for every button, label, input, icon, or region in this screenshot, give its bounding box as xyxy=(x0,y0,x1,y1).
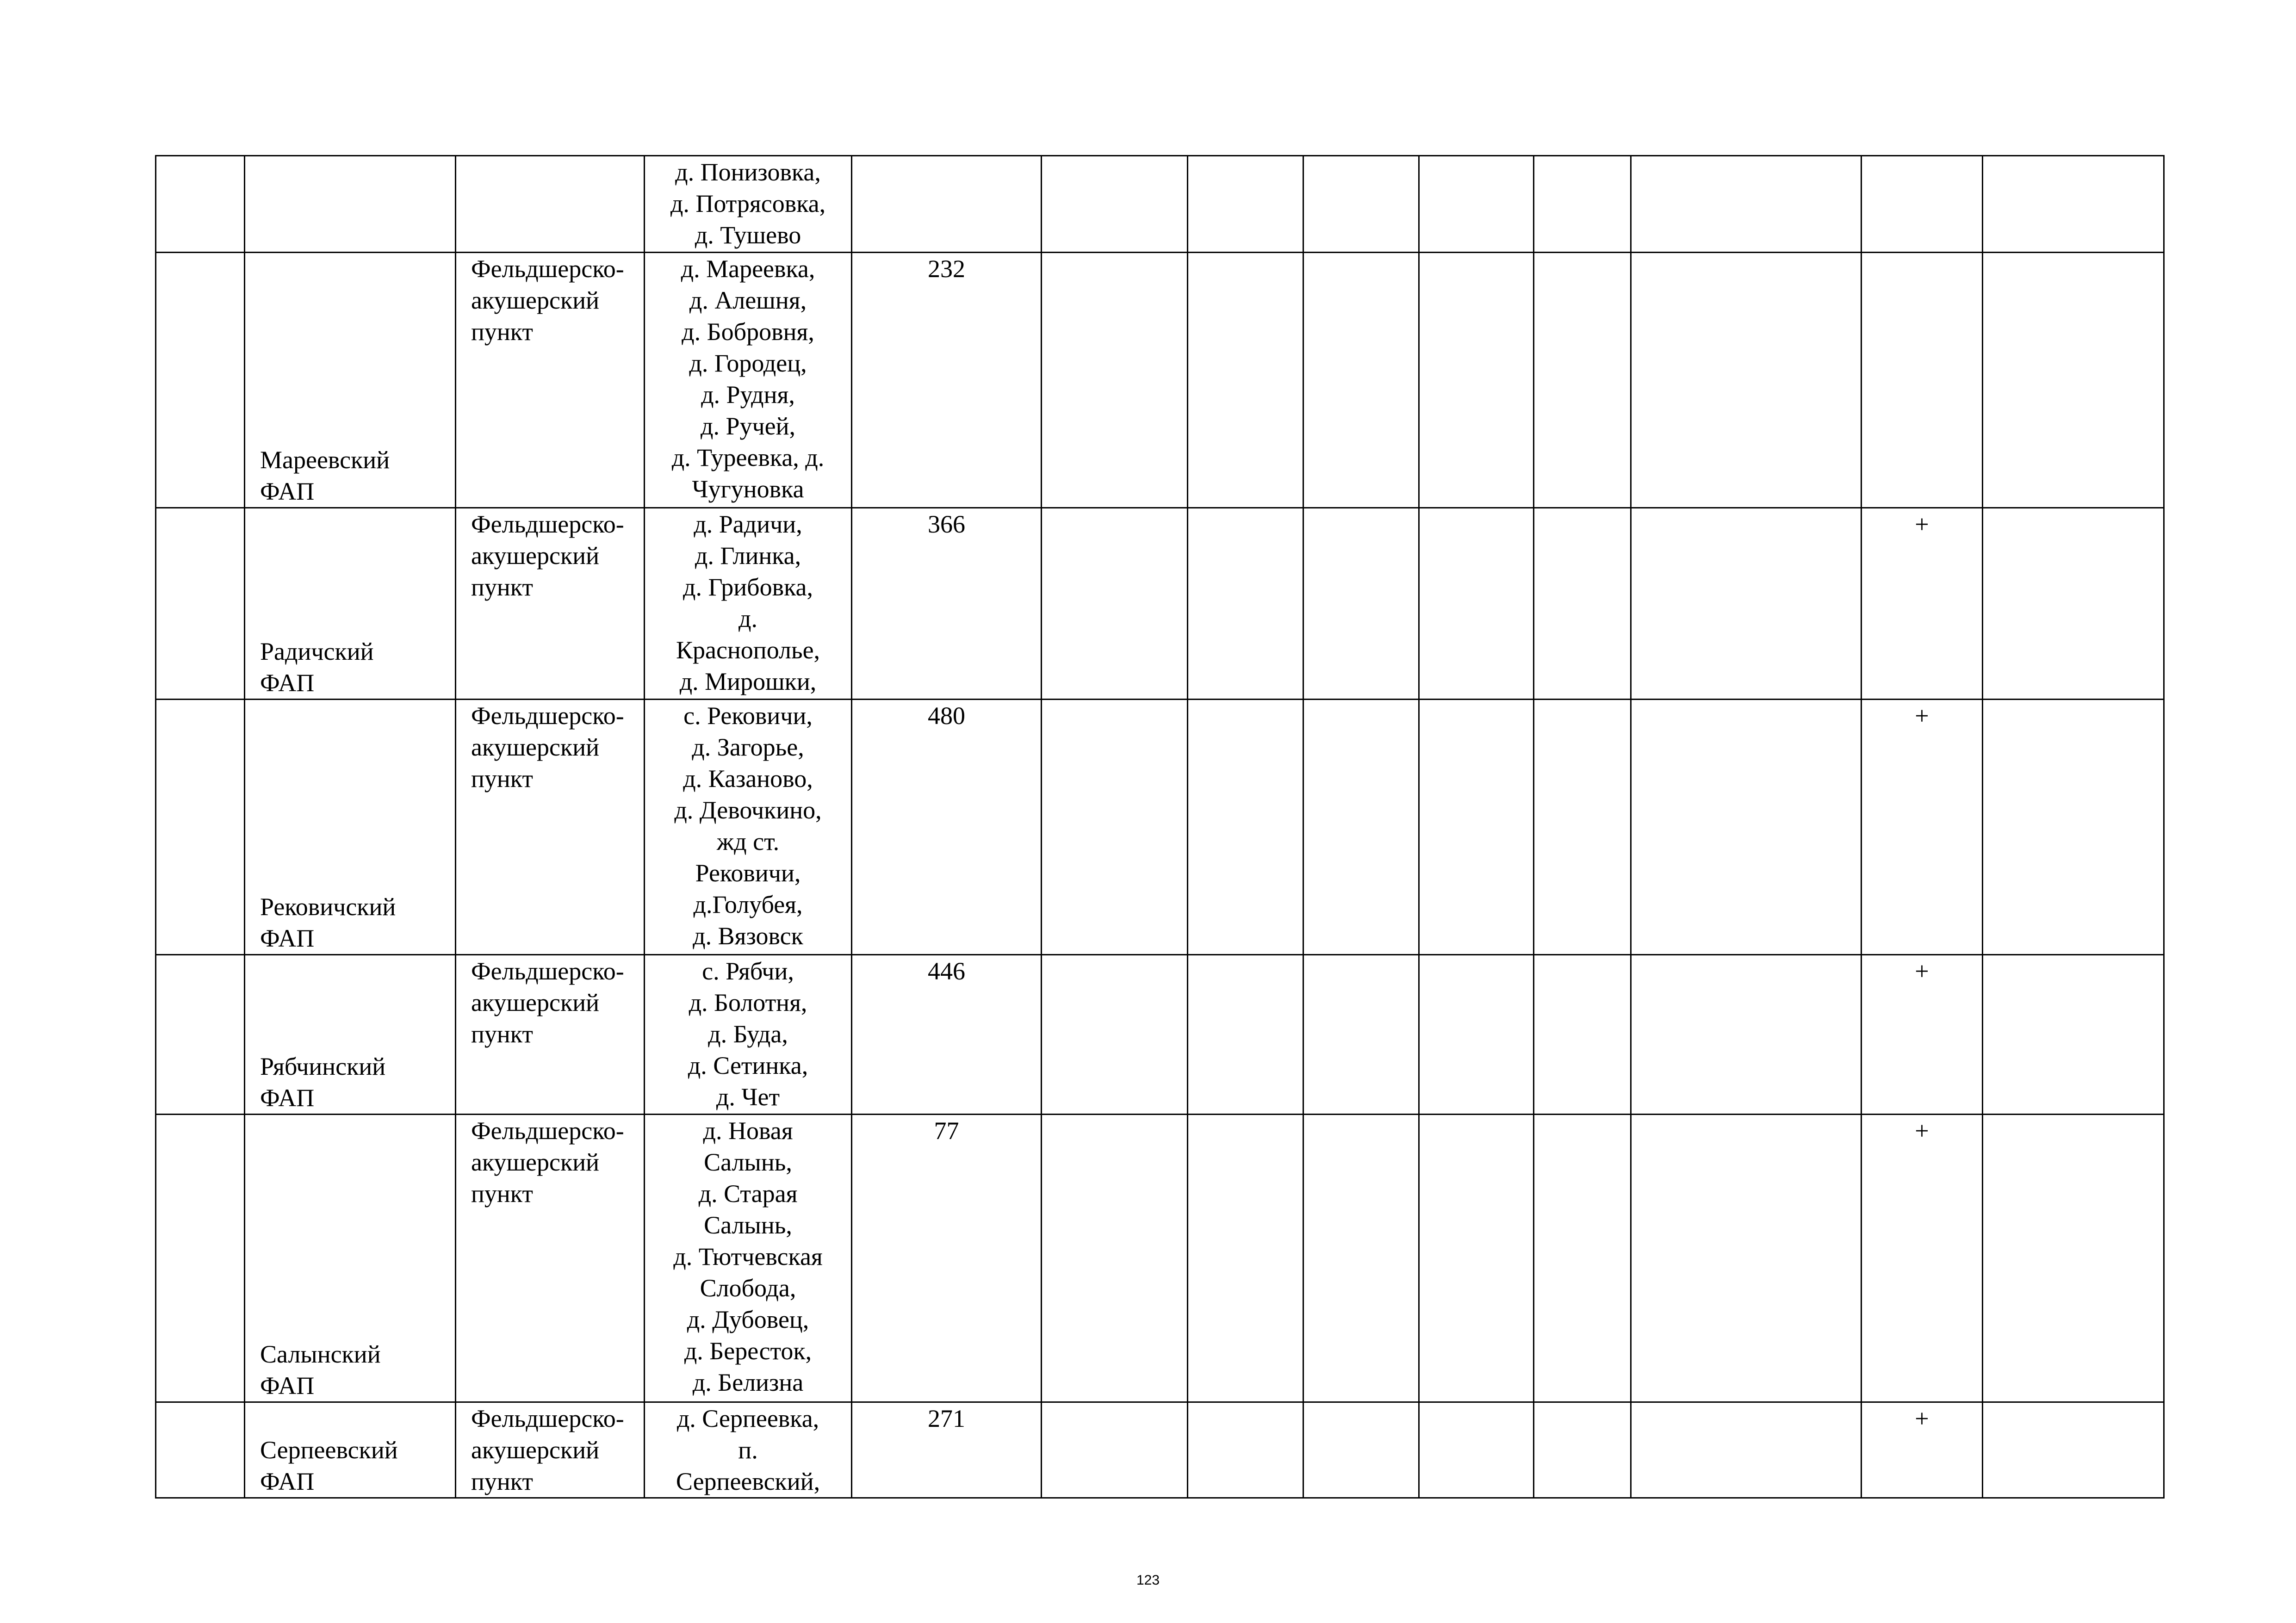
cell-line: д. Мирошки, xyxy=(679,668,817,695)
empty-cell xyxy=(1534,508,1631,700)
mark-cell xyxy=(1862,700,1983,955)
cell-line: д. Сетинка, xyxy=(688,1052,808,1079)
cell-line: д. Новая xyxy=(703,1117,793,1145)
empty-cell xyxy=(1419,156,1534,253)
cell-line: д. Потрясовка, xyxy=(670,190,826,217)
cell-line: Фельдшерско- xyxy=(471,1405,624,1432)
empty-cell xyxy=(1983,253,2164,508)
empty-cell xyxy=(1534,156,1631,253)
cell-line: Фельдшерско- xyxy=(471,255,624,283)
cell-line: д. Болотня, xyxy=(689,989,807,1016)
empty-cell xyxy=(1419,700,1534,955)
cell-line: д. xyxy=(738,605,757,632)
empty-cell xyxy=(1631,1402,1862,1498)
empty-cell xyxy=(1188,1402,1303,1498)
cell-line: ФАП xyxy=(260,1084,315,1112)
empty-cell xyxy=(1983,156,2164,253)
population-value: 77 xyxy=(934,1117,959,1145)
cell-line: д. Бересток, xyxy=(684,1337,812,1365)
mark-cell xyxy=(1862,1402,1983,1498)
cell-line: Фельдшерско- xyxy=(471,510,624,538)
cell-line: д. Мареевка, xyxy=(681,255,815,283)
population-value: 480 xyxy=(928,702,965,730)
population-cell xyxy=(852,1402,1042,1498)
cell-line: Мареевский xyxy=(260,446,390,474)
villages-cell xyxy=(645,1115,852,1402)
table-row xyxy=(156,253,2164,508)
cell-line: д. Казаново, xyxy=(683,765,813,793)
population-cell xyxy=(852,156,1042,253)
empty-cell xyxy=(1983,1402,2164,1498)
cell-line: ФАП xyxy=(260,1468,315,1495)
empty-cell xyxy=(1419,508,1534,700)
number-cell xyxy=(156,1402,245,1498)
cell-line: д. Городец, xyxy=(689,349,807,377)
cell-line: д. Грибовка, xyxy=(683,573,813,601)
cell-line: Рябчинский xyxy=(260,1053,386,1080)
cell-line: д. Девочкино, xyxy=(674,796,822,824)
cell-line: д. Чет xyxy=(716,1083,780,1111)
population-cell xyxy=(852,253,1042,508)
empty-cell xyxy=(1042,156,1188,253)
cell-line: д.Голубея, xyxy=(693,891,803,918)
facility-name-cell xyxy=(245,253,456,508)
empty-cell xyxy=(1631,955,1862,1115)
cell-line: Фельдшерско- xyxy=(471,702,624,730)
facility-type-cell xyxy=(456,700,645,955)
empty-cell xyxy=(1631,156,1862,253)
cell-line: д. Вязовск xyxy=(693,922,803,950)
number-cell xyxy=(156,156,245,253)
number-cell xyxy=(156,253,245,508)
table-row xyxy=(156,508,2164,700)
table-row xyxy=(156,156,2164,253)
mark-value: + xyxy=(1915,702,1929,730)
empty-cell xyxy=(1188,955,1303,1115)
cell-line: д. Серпеевка, xyxy=(676,1405,819,1432)
cell-line: Салынь, xyxy=(704,1211,792,1239)
empty-cell xyxy=(1188,253,1303,508)
cell-line: пункт xyxy=(471,765,533,793)
empty-cell xyxy=(1303,700,1419,955)
facility-table xyxy=(155,155,2165,1499)
empty-cell xyxy=(1042,700,1188,955)
cell-line: д. Тушево xyxy=(695,221,801,249)
cell-line: д. Тютчевская xyxy=(673,1243,823,1270)
cell-line: Радичский xyxy=(260,638,374,665)
cell-line: с. Рековичи, xyxy=(683,702,813,730)
number-cell xyxy=(156,508,245,700)
facility-type-cell xyxy=(456,955,645,1115)
empty-cell xyxy=(1419,253,1534,508)
mark-cell xyxy=(1862,156,1983,253)
empty-cell xyxy=(1042,1115,1188,1402)
empty-cell xyxy=(1534,1402,1631,1498)
cell-line: пункт xyxy=(471,1020,533,1048)
empty-cell xyxy=(1419,1115,1534,1402)
population-cell xyxy=(852,955,1042,1115)
number-cell xyxy=(156,955,245,1115)
empty-cell xyxy=(1042,1402,1188,1498)
empty-cell xyxy=(1042,253,1188,508)
mark-value: + xyxy=(1915,510,1929,538)
population-value: 446 xyxy=(928,957,965,985)
facility-type-cell xyxy=(456,253,645,508)
table-row xyxy=(156,1115,2164,1402)
population-value: 271 xyxy=(928,1405,965,1432)
mark-cell xyxy=(1862,1115,1983,1402)
table-row xyxy=(156,955,2164,1115)
facility-name-cell xyxy=(245,700,456,955)
cell-line: Салынский xyxy=(260,1340,381,1368)
villages-cell xyxy=(645,156,852,253)
empty-cell xyxy=(1983,955,2164,1115)
cell-line: акушерский xyxy=(471,733,599,761)
population-cell xyxy=(852,508,1042,700)
facility-type-cell xyxy=(456,156,645,253)
cell-line: Рековичи, xyxy=(695,859,801,887)
empty-cell xyxy=(1983,1115,2164,1402)
cell-line: д. Алешня, xyxy=(689,286,807,314)
cell-line: ФАП xyxy=(260,669,315,697)
mark-value: + xyxy=(1915,1405,1929,1432)
facility-name-cell xyxy=(245,156,456,253)
facility-type-cell xyxy=(456,1115,645,1402)
empty-cell xyxy=(1983,508,2164,700)
cell-line: пункт xyxy=(471,318,533,346)
empty-cell xyxy=(1419,1402,1534,1498)
empty-cell xyxy=(1303,1402,1419,1498)
population-value: 366 xyxy=(928,510,965,538)
facility-name-cell xyxy=(245,508,456,700)
cell-line: Краснополье, xyxy=(676,636,820,664)
empty-cell xyxy=(1631,253,1862,508)
mark-value: + xyxy=(1915,1117,1929,1145)
mark-cell xyxy=(1862,253,1983,508)
table-body xyxy=(156,156,2164,1498)
empty-cell xyxy=(1303,508,1419,700)
cell-line: Чугуновка xyxy=(692,475,804,503)
empty-cell xyxy=(1188,1115,1303,1402)
empty-cell xyxy=(1303,253,1419,508)
empty-cell xyxy=(1534,955,1631,1115)
cell-line: акушерский xyxy=(471,1436,599,1464)
facility-type-cell xyxy=(456,508,645,700)
mark-value: + xyxy=(1915,957,1929,985)
cell-line: Салынь, xyxy=(704,1148,792,1176)
empty-cell xyxy=(1303,955,1419,1115)
empty-cell xyxy=(1631,1115,1862,1402)
cell-line: д. Радичи, xyxy=(694,510,802,538)
cell-line: акушерский xyxy=(471,542,599,570)
cell-line: Фельдшерско- xyxy=(471,1117,624,1145)
empty-cell xyxy=(1188,156,1303,253)
empty-cell xyxy=(1303,156,1419,253)
cell-line: д. Дубовец, xyxy=(687,1306,809,1333)
table-row xyxy=(156,700,2164,955)
mark-cell xyxy=(1862,955,1983,1115)
cell-line: акушерский xyxy=(471,1148,599,1176)
empty-cell xyxy=(1631,700,1862,955)
population-value: 232 xyxy=(928,255,965,283)
cell-line: акушерский xyxy=(471,286,599,314)
cell-line: д. Бобровня, xyxy=(682,318,814,346)
cell-line: ФАП xyxy=(260,924,315,952)
population-cell xyxy=(852,1115,1042,1402)
empty-cell xyxy=(1042,955,1188,1115)
cell-line: ФАП xyxy=(260,1372,315,1400)
cell-line: с. Рябчи, xyxy=(702,957,794,985)
cell-line: Слобода, xyxy=(700,1274,796,1302)
cell-line: д. Белизна xyxy=(692,1369,804,1396)
facility-name-cell xyxy=(245,1115,456,1402)
cell-line: Рековичский xyxy=(260,893,396,921)
cell-line: д. Туреевка, д. xyxy=(671,444,825,471)
cell-line: пункт xyxy=(471,573,533,601)
empty-cell xyxy=(1188,700,1303,955)
cell-line: пункт xyxy=(471,1180,533,1208)
cell-line: Серпеевский xyxy=(260,1436,398,1464)
empty-cell xyxy=(1983,700,2164,955)
cell-line: Фельдшерско- xyxy=(471,957,624,985)
villages-cell xyxy=(645,955,852,1115)
empty-cell xyxy=(1188,508,1303,700)
villages-cell xyxy=(645,508,852,700)
cell-line: ФАП xyxy=(260,477,315,505)
cell-line: акушерский xyxy=(471,989,599,1016)
cell-line: п. xyxy=(738,1436,758,1464)
facility-type-cell xyxy=(456,1402,645,1498)
mark-cell xyxy=(1862,508,1983,700)
empty-cell xyxy=(1042,508,1188,700)
page-number: 123 xyxy=(1136,1573,1160,1588)
cell-line: д. Старая xyxy=(698,1180,798,1208)
cell-line: пункт xyxy=(471,1468,533,1495)
empty-cell xyxy=(1631,508,1862,700)
facility-name-cell xyxy=(245,955,456,1115)
cell-line: д. Ручей, xyxy=(700,412,796,440)
empty-cell xyxy=(1534,253,1631,508)
villages-cell xyxy=(645,700,852,955)
villages-cell xyxy=(645,1402,852,1498)
cell-line: д. Загорье, xyxy=(692,733,804,761)
empty-cell xyxy=(1303,1115,1419,1402)
cell-line: д. Буда, xyxy=(708,1020,788,1048)
villages-cell xyxy=(645,253,852,508)
number-cell xyxy=(156,1115,245,1402)
cell-line: жд ст. xyxy=(716,828,780,855)
empty-cell xyxy=(1534,700,1631,955)
cell-line: д. Понизовка, xyxy=(675,158,821,186)
population-cell xyxy=(852,700,1042,955)
empty-cell xyxy=(1534,1115,1631,1402)
empty-cell xyxy=(1419,955,1534,1115)
table-row xyxy=(156,1402,2164,1498)
cell-line: д. Глинка, xyxy=(695,542,801,570)
facility-name-cell xyxy=(245,1402,456,1498)
cell-line: д. Рудня, xyxy=(701,381,795,409)
cell-line: Серпеевский, xyxy=(676,1468,820,1495)
number-cell xyxy=(156,700,245,955)
